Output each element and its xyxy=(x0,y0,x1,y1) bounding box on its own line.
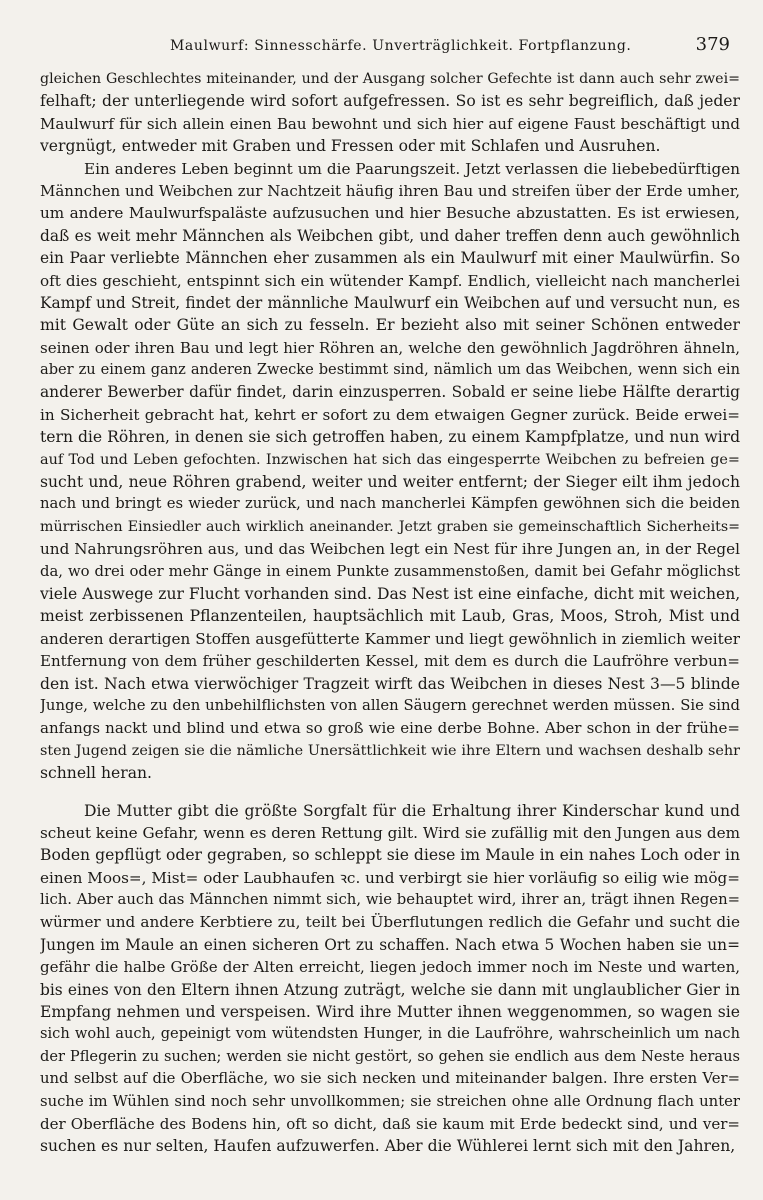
text-line: den ist. Nach etwa vierwöchiger Tragzeit wirft das Weibchen in dieses Nest 3—5 blinde xyxy=(40,674,740,693)
text-line: mit Gewalt oder Güte an sich zu fesseln. Er bezieht also mit seiner Schönen entweder xyxy=(40,316,740,335)
paragraph xyxy=(40,158,740,785)
text-line: meist zerbissenen Pflanzenteilen, hauptsächlich mit Laub, Gras, Moos, Stroh, Mist und xyxy=(40,607,740,626)
text-line: und Nahrungsröhren aus, und das Weibchen legt ein Nest für ihre Jungen an, in der Regel xyxy=(40,540,740,559)
page-header xyxy=(170,32,730,60)
text-line: vergnügt, entweder mit Graben und Fressen oder mit Schlafen und Ausruhen. xyxy=(40,137,661,156)
text-line: um andere Maulwurfspaläste aufzusuchen und hier Besuche abzustatten. Es ist erwiesen, xyxy=(40,204,740,223)
body-text xyxy=(40,68,740,1158)
text-line: würmer und andere Kerbtiere zu, teilt bei Überflutungen redlich die Gefahr und sucht die xyxy=(40,913,740,932)
text-line: bis eines von den Eltern ihnen Atzung zuträgt, welche sie dann mit unglaublicher Gier in xyxy=(40,980,740,999)
text-line: Entfernung von dem früher geschilderten Kessel, mit dem es durch die Laufröhre verbun= xyxy=(40,652,740,671)
text-line: Kampf und Streit, findet der männliche Maulwurf ein Weibchen auf und versucht nun, es xyxy=(40,293,740,312)
text-line: Jungen im Maule an einen sicheren Ort zu schaffen. Nach etwa 5 Wochen haben sie un= xyxy=(40,935,740,954)
paragraph xyxy=(40,800,740,1158)
text-line: sten Jugend zeigen sie die nämliche Unersättlichkeit wie ihre Eltern und wachsen deshalb sehr xyxy=(40,742,740,759)
text-line: mürrischen Einsiedler auch wirklich aneinander. Jetzt graben sie gemeinschaftlich Sicherheits= xyxy=(40,518,740,535)
running-head: Maulwurf: Sinnesschärfe. Unverträglichkeit. Fortpflanzung. xyxy=(170,38,632,54)
text-line: der Pflegerin zu suchen; werden sie nicht gestört, so gehen sie endlich aus dem Neste heraus xyxy=(40,1047,740,1065)
text-line: Männchen und Weibchen zur Nachtzeit häufig ihren Bau und streifen über der Erde umher, xyxy=(40,181,740,200)
text-line: Die Mutter gibt die größte Sorgfalt für die Erhaltung ihrer Kinderschar kund und xyxy=(84,801,740,820)
text-line: oft dies geschieht, entspinnt sich ein wütender Kampf. Endlich, vielleicht nach mancherlei xyxy=(40,271,740,290)
text-line: suche im Wühlen sind noch sehr unvollkommen; sie streichen ohne alle Ordnung flach unter xyxy=(40,1092,740,1110)
text-line: daß es weit mehr Männchen als Weibchen gibt, und daher treffen denn auch gewöhnlich xyxy=(40,226,740,245)
text-line: anfangs nackt und blind und etwa so groß wie eine derbe Bohne. Aber schon in der frühe= xyxy=(40,719,740,738)
text-line: Empfang nehmen und verspeisen. Wird ihre Mutter ihnen weggenommen, so wagen sie xyxy=(40,1003,740,1022)
paragraph-spacer xyxy=(40,785,740,800)
text-line: und selbst auf die Oberfläche, wo sie sich necken und miteinander balgen. Ihre ersten Ver= xyxy=(40,1070,740,1088)
text-line: suchen es nur selten, Haufen aufzuwerfen. Aber die Wühlerei lernt sich mit den Jahren, xyxy=(40,1137,736,1156)
page-number: 379 xyxy=(695,34,730,55)
text-line: Ein anderes Leben beginnt um die Paarungszeit. Jetzt verlassen die liebebedürftigen xyxy=(84,159,740,178)
text-line: schnell heran. xyxy=(40,764,153,783)
text-line: aber zu einem ganz anderen Zwecke bestimmt sind, nämlich um das Weibchen, wenn sich ein xyxy=(40,361,740,379)
text-line: nach und bringt es wieder zurück, und nach mancherlei Kämpfen gewöhnen sich die beiden xyxy=(40,495,740,513)
text-line: lich. Aber auch das Männchen nimmt sich, wie behauptet wird, ihrer an, trägt ihnen Regen= xyxy=(40,891,740,909)
text-line: sucht und, neue Röhren grabend, weiter und weiter entfernt; der Sieger eilt ihm jedoch xyxy=(40,473,740,492)
text-line: der Oberfläche des Bodens hin, oft so dicht, daß sie kaum mit Erde bedeckt sind, und ver= xyxy=(40,1114,740,1133)
text-line: Boden gepflügt oder gegraben, so schleppt sie diese im Maule in ein nahes Loch oder in xyxy=(40,846,740,865)
text-line: scheut keine Gefahr, wenn es deren Rettung gilt. Wird sie zufällig mit den Jungen aus dem xyxy=(40,823,740,842)
text-line: einen Moos=, Mist= oder Laubhaufen ꝛc. und verbirgt sie hier vorläufig so eilig wie mög= xyxy=(40,868,740,887)
text-line: Junge, welche zu den unbehilflichsten von allen Säugern gerechnet werden müssen. Sie sind xyxy=(40,696,740,714)
text-line: anderen derartigen Stoffen ausgefütterte Kammer und liegt gewöhnlich in ziemlich weiter xyxy=(40,629,740,648)
text-line: gleichen Geschlechtes miteinander, und der Ausgang solcher Gefechte ist dann auch sehr zwei= xyxy=(40,71,740,87)
text-line: auf Tod und Leben gefochten. Inzwischen hat sich das eingesperrte Weibchen zu befreien ge= xyxy=(40,451,740,468)
paragraph xyxy=(40,68,740,158)
text-line: viele Auswege zur Flucht vorhanden sind. Das Nest ist eine einfache, dicht mit weichen, xyxy=(40,584,740,603)
text-line: da, wo drei oder mehr Gänge in einem Punkte zusammenstoßen, damit bei Gefahr möglichst xyxy=(40,562,740,580)
text-line: tern die Röhren, in denen sie sich getroffen haben, zu einem Kampfplatze, und nun wird xyxy=(40,428,740,447)
text-line: sich wohl auch, gepeinigt vom wütendsten Hunger, in die Laufröhre, wahrscheinlich um nach xyxy=(40,1025,740,1043)
text-line: gefähr die halbe Größe der Alten erreicht, liegen jedoch immer noch im Neste und warten, xyxy=(40,958,740,977)
text-line: felhaft; der unterliegende wird sofort aufgefressen. So ist es sehr begreiflich, daß jeder xyxy=(40,92,740,111)
text-line: Maulwurf für sich allein einen Bau bewohnt und sich hier auf eigene Faust beschäftigt und xyxy=(40,114,740,133)
text-line: seinen oder ihren Bau und legt hier Röhren an, welche den gewöhnlich Jagdröhren ähneln, xyxy=(40,338,740,357)
text-line: anderer Bewerber dafür findet, darin einzusperren. Sobald er seine liebe Hälfte derartig xyxy=(40,383,740,402)
text-line: in Sicherheit gebracht hat, kehrt er sofort zu dem etwaigen Gegner zurück. Beide erwei= xyxy=(40,405,740,424)
text-line: ein Paar verliebte Männchen eher zusammen als ein Maulwurf mit einer Maulwürfin. So xyxy=(40,249,740,268)
